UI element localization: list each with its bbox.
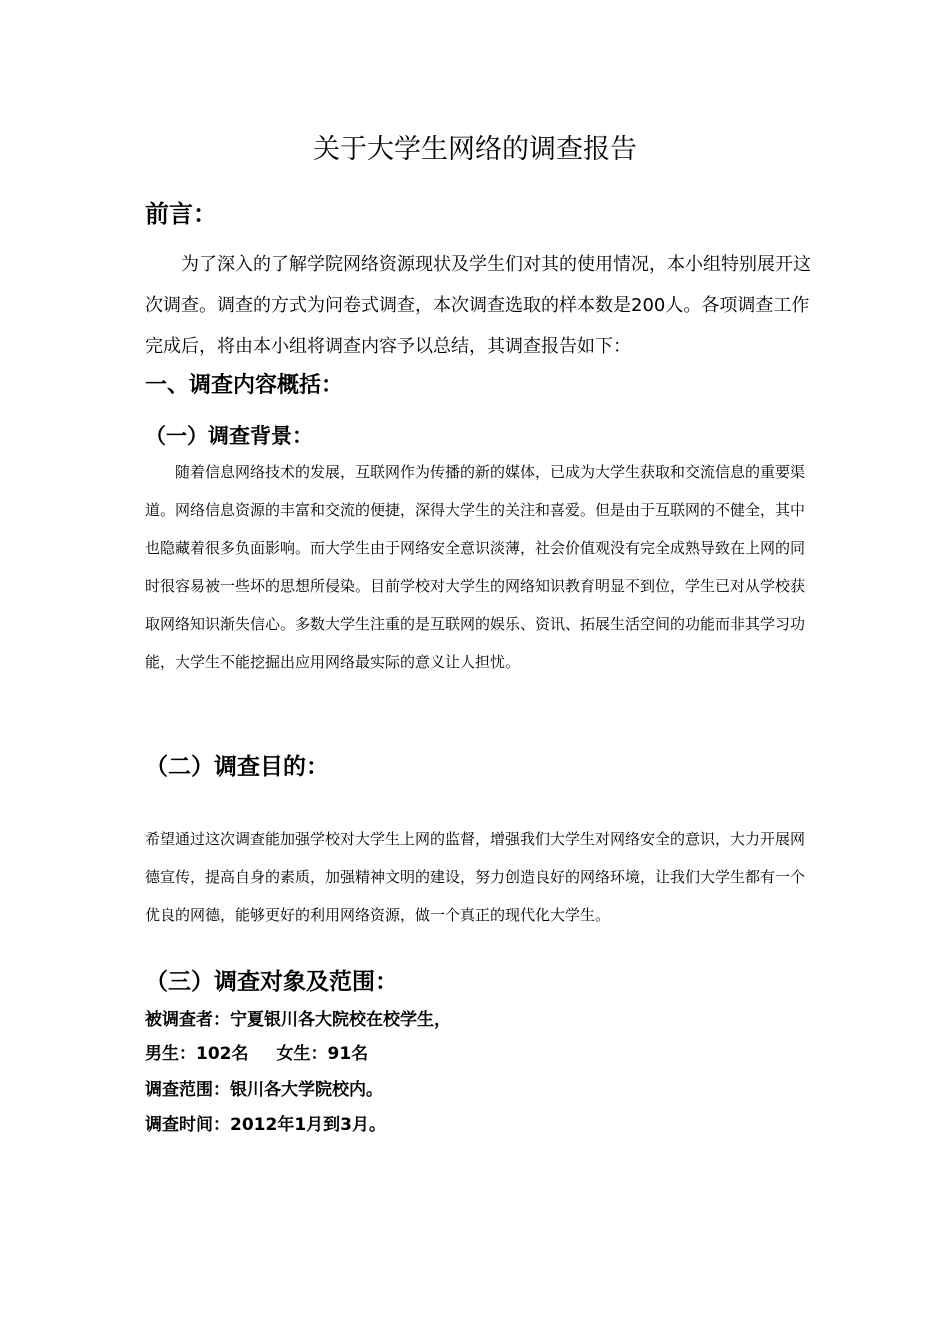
gender-line bbox=[145, 1039, 368, 1069]
female-count: 女生：91名 bbox=[276, 1044, 369, 1064]
subsection-3-heading: （三）调查对象及范围： bbox=[145, 969, 398, 995]
purpose-paragraph: 希望通过这次调查能加强学校对大学生上网的监督，增强我们大学生对网络安全的意识，大力开展网德宣传，提高自身的素质，加强精神文明的建设，努力创造良好的网络环境，让我们大学生都有一个优良的网德，能够更好的利用网络资源，做一个真正的现代化大学生。 bbox=[145, 830, 806, 924]
section-1-heading: 一、调查内容概括： bbox=[145, 373, 344, 398]
scope-line: 调查范围：银川各大学院校内。 bbox=[145, 1080, 383, 1100]
preface-paragraph: 为了深入的了解学院网络资源现状及学生们对其的使用情况，本小组特别展开这次调查。调查的方式为问卷式调查，本次调查选取的样本数是200人。各项调查工作完成后，将由本小组将调查内容予以总结，其调查报告如下： bbox=[145, 254, 811, 357]
document-title: 关于大学生网络的调查报告 bbox=[313, 134, 637, 165]
subsection-1-heading: （一）调查背景： bbox=[145, 424, 313, 448]
male-count: 男生：102名 bbox=[145, 1044, 249, 1064]
respondents-line: 被调查者：宁夏银川各大院校在校学生， bbox=[145, 1010, 451, 1030]
time-line: 调查时间：2012年1月到3月。 bbox=[145, 1115, 386, 1135]
preface-heading: 前言： bbox=[145, 200, 217, 228]
subsection-2-heading: （二）调查目的： bbox=[145, 754, 329, 780]
background-paragraph: 随着信息网络技术的发展，互联网作为传播的新的媒体，已成为大学生获取和交流信息的重要渠道。网络信息资源的丰富和交流的便捷，深得大学生的关注和喜爱。但是由于互联网的不健全，其中也隐藏着很多负面影响。而大学生由于网络安全意识淡薄，社会价值观没有完全成熟导致在上网的同时很容易被一些坏的思想所侵染。目前学校对大学生的网络知识教育明显不到位，学生已对从学校获取网络知识渐失信心。多数大学生注重的是互联网的娱乐、资讯、拓展生活空间的功能而非其学习功能，大学生不能挖掘出应用网络最实际的意义让人担忧。 bbox=[145, 463, 806, 671]
